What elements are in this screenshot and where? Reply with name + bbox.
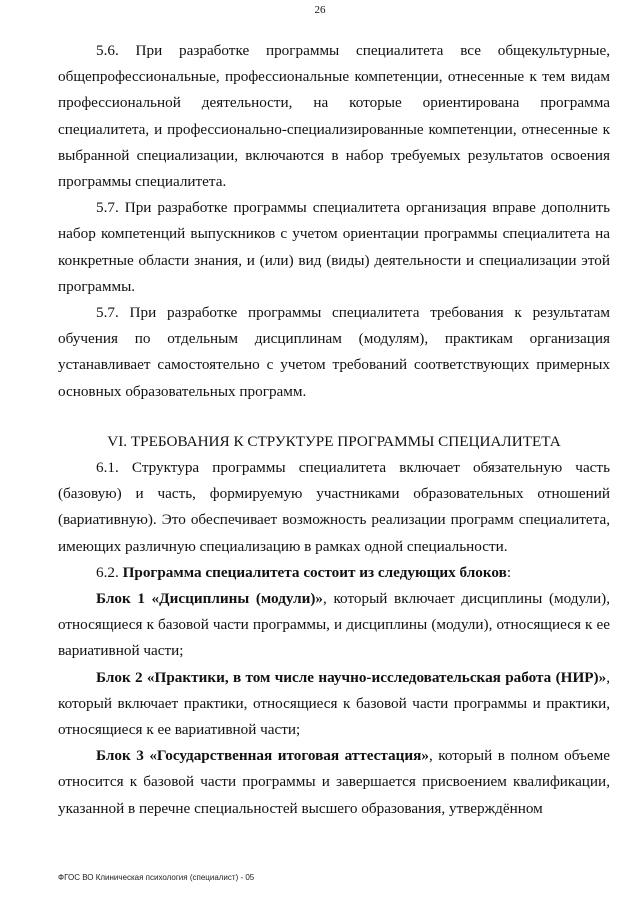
paragraph-5-7-b: 5.7. При разработке программы специалитета требования к результатам обучения по отдельным дисциплинам (модулям), практикам организация устанавливает самостоятельно с учетом требований соответствующих примерных основных образовательных программ. xyxy=(58,304,610,400)
block-2-title: Блок 2 «Практики, в том числе научно-исследовательская работа (НИР)» xyxy=(96,668,607,686)
paragraph-5-6: 5.6. При разработке программы специалитета все общекультурные, общепрофессиональные, профессиональные компетенции, отнесенные к тем видам профессиональной деятельности, на которые ориентирована программа специалитета, и профессионально-специализированные компетенции, отнесенные к выбранной специализации, включаются в набор требуемых результатов освоения программы специалитета. xyxy=(58,42,610,191)
paragraph-6-2-number: 6.2. xyxy=(96,563,123,581)
block-3-title: Блок 3 «Государственная итоговая аттестация» xyxy=(96,747,429,765)
page-footer: ФГОС ВО Клиническая психология (специалист) - 05 xyxy=(58,873,255,882)
paragraph-6-2 xyxy=(58,560,610,586)
page-number: 26 xyxy=(314,4,326,16)
block-1-title: Блок 1 «Дисциплины (модули)» xyxy=(96,590,324,608)
block-3-text: , который в полном объеме относится к базовой части программы и завершается присвоением квалификации, указанной в перечне специальностей высшего образования, утверждённом xyxy=(58,747,610,817)
document-body xyxy=(58,38,610,822)
paragraph-6-2-bold: Программа специалитета состоит из следующих блоков xyxy=(122,563,507,581)
section-heading: VI. ТРЕБОВАНИЯ К СТРУКТУРЕ ПРОГРАММЫ СПЕЦИАЛИТЕТА xyxy=(107,432,561,450)
block-2-paragraph xyxy=(58,665,610,744)
paragraph-5-7-a: 5.7. При разработке программы специалитета организация вправе дополнить набор компетенций выпускников с учетом ориентации программы специалитета на конкретные области знания, и (или) вид (виды) деятельности и специализации этой программы. xyxy=(58,199,610,295)
block-1-paragraph xyxy=(58,586,610,665)
paragraph-6-2-tail: : xyxy=(506,563,512,581)
paragraph-6-1: 6.1. Структура программы специалитета включает обязательную часть (базовую) и часть, формируемую участниками образовательных отношений (вариативную). Это обеспечивает возможность реализации программ специалитета, имеющих различную специализацию в рамках одной специальности. xyxy=(58,459,610,555)
block-1-text: , который включает дисциплины (модули), относящиеся к базовой части программы, и дисциплины (модули), относящиеся к ее вариативной части; xyxy=(58,590,610,660)
block-2-text: , который включает практики, относящиеся к базовой части программы и практики, относящиеся к ее вариативной части; xyxy=(58,668,610,739)
block-3-paragraph xyxy=(58,743,610,822)
